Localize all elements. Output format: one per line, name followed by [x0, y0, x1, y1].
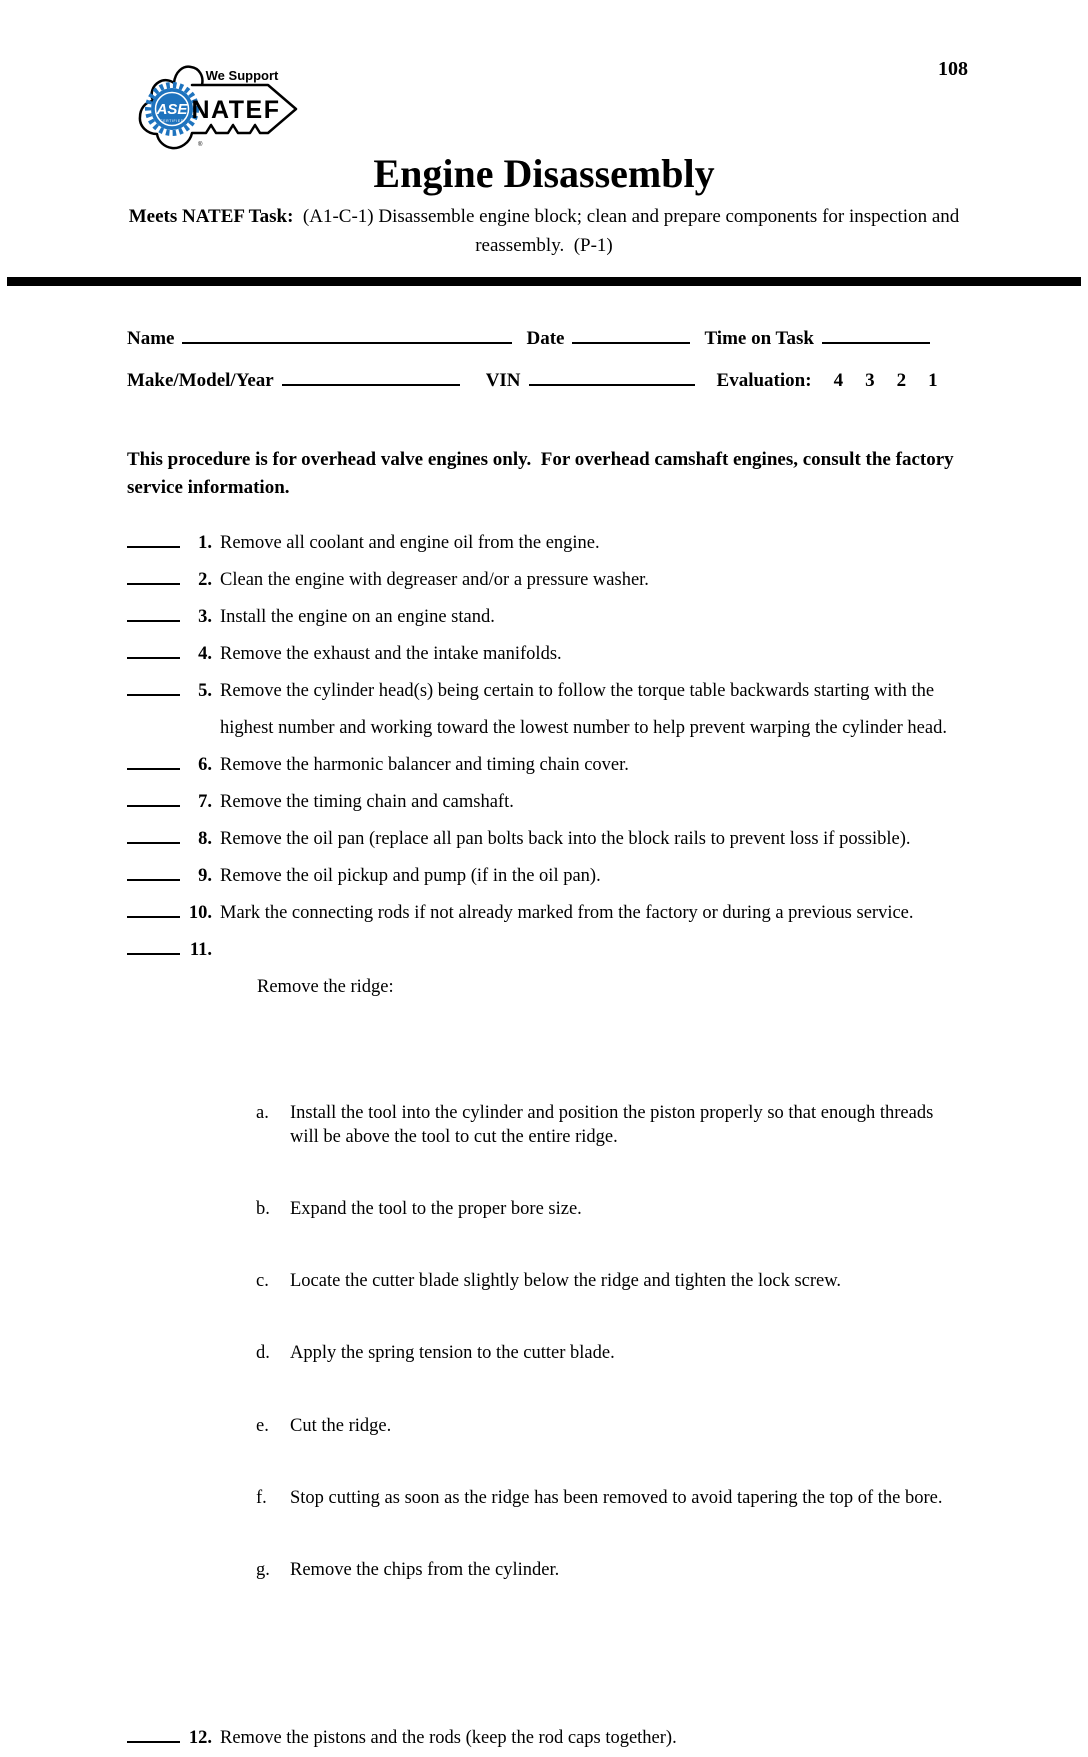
ridge-substeps — [256, 1053, 965, 1630]
step-text: Remove the timing chain and camshaft. — [220, 791, 514, 812]
substep-text: Remove the chips from the cylinder. — [290, 1559, 560, 1580]
ase-certified-text: CERTIFIED — [160, 119, 184, 123]
step-text: Mark the connecting rods if not already marked from the factory or during a previous service. — [220, 902, 914, 923]
step-text: Remove the oil pickup and pump (if in the oil pan). — [220, 865, 601, 886]
step-number: 5. — [198, 680, 212, 701]
substep-text: Locate the cutter blade slightly below the ridge and tighten the lock screw. — [290, 1271, 842, 1292]
substep-text: Apply the spring tension to the cutter blade. — [290, 1343, 615, 1364]
step-row-1 — [127, 525, 1088, 562]
substep-letter: f. — [256, 1487, 267, 1508]
checkoff-blank-line — [127, 953, 180, 955]
name-label: Name — [127, 327, 175, 349]
checkoff-blank-line — [127, 694, 180, 696]
step-number: 9. — [198, 865, 212, 886]
date-blank-line — [572, 342, 690, 344]
step-row-4 — [127, 636, 1088, 673]
substep-row-f — [256, 1486, 965, 1510]
step-text: Install the engine on an engine stand. — [220, 606, 495, 627]
step-11-lead: Remove the ridge: — [257, 976, 394, 997]
step-text: Remove the harmonic balancer and timing chain cover. — [220, 754, 629, 775]
checkoff-blank-line — [127, 842, 180, 844]
page-number: 108 — [938, 58, 968, 80]
we-support-text: We Support — [205, 68, 279, 83]
substep-letter: e. — [256, 1415, 269, 1436]
vin-label: VIN — [485, 369, 521, 391]
step-text: Remove the exhaust and the intake manifolds. — [220, 643, 562, 664]
substep-letter: c. — [256, 1271, 269, 1292]
step-text — [220, 932, 965, 1704]
substep-text: Stop cutting as soon as the ridge has been removed to avoid tapering the top of the bore. — [290, 1487, 943, 1508]
meets-task-text: (A1-C-1) Disassemble engine block; clean and prepare components for inspection and reassembly. (P-1) — [293, 206, 965, 257]
name-blank-line — [182, 342, 512, 344]
doc-title: Engine Disassembly — [373, 151, 715, 196]
step-text: Remove the cylinder head(s) being certain to follow the torque table backwards starting with the highest number and working toward the lowest number to help prevent warping the cylinder head. — [220, 680, 947, 738]
step-row-6 — [127, 747, 1088, 784]
intro-note: This procedure is for overhead valve engines only. For overhead camshaft engines, consult the factory service information. — [127, 448, 959, 499]
substep-text: Cut the ridge. — [290, 1415, 392, 1436]
step-row-5 — [127, 673, 1088, 747]
substep-row-d — [256, 1341, 965, 1365]
page-header — [0, 0, 1088, 148]
meets-task-line — [122, 202, 967, 261]
ase-text: ASE — [156, 101, 188, 118]
substep-row-a — [256, 1101, 965, 1149]
substep-text: Install the tool into the cylinder and position the piston properly so that enough threads will be above the tool to cut the entire ridge. — [290, 1102, 938, 1148]
step-row-2 — [127, 562, 1088, 599]
step-number: 7. — [198, 791, 212, 812]
substep-row-e — [256, 1414, 965, 1438]
substep-letter: b. — [256, 1199, 270, 1220]
step-row-3 — [127, 599, 1088, 636]
registered-mark: ® — [198, 142, 203, 148]
step-text: Remove the oil pan (replace all pan bolts back into the block rails to prevent loss if possible). — [220, 828, 911, 849]
natef-text: NATEF — [191, 96, 281, 124]
checkoff-blank-line — [127, 620, 180, 622]
step-text: Remove all coolant and engine oil from the engine. — [220, 532, 600, 553]
evaluation-label: Evaluation: — [716, 369, 812, 391]
checkoff-blank-line — [127, 768, 180, 770]
evaluation-score-3: 3 — [865, 369, 875, 391]
evaluation-score-4: 4 — [833, 369, 844, 391]
procedure-steps — [0, 525, 1088, 1757]
step-number: 3. — [198, 606, 212, 627]
checkoff-blank-line — [127, 1741, 180, 1743]
substep-row-g — [256, 1558, 965, 1582]
step-row-9 — [127, 858, 1088, 895]
form-row-name-date-time — [127, 328, 968, 350]
substep-letter: a. — [256, 1102, 269, 1123]
meets-task-label: Meets NATEF Task: — [128, 206, 294, 227]
divider-rule — [7, 277, 1081, 286]
step-number: 4. — [198, 643, 212, 664]
substep-letter: g. — [256, 1559, 270, 1580]
substep-letter: d. — [256, 1343, 270, 1364]
time-on-task-label: Time on Task — [704, 327, 814, 349]
checkoff-blank-line — [127, 879, 180, 881]
evaluation-score-1: 1 — [928, 369, 938, 391]
make-model-year-label: Make/Model/Year — [127, 369, 274, 391]
step-number: 2. — [198, 569, 212, 590]
substep-text: Expand the tool to the proper bore size. — [290, 1199, 582, 1220]
evaluation-score-2: 2 — [896, 369, 907, 391]
make-model-year-blank-line — [282, 384, 460, 386]
step-text: Clean the engine with degreaser and/or a pressure washer. — [220, 569, 649, 590]
substep-row-b — [256, 1197, 965, 1221]
step-row-10 — [127, 895, 1088, 932]
step-text: Remove the pistons and the rods (keep the rod caps together). — [220, 1728, 677, 1748]
step-row-7 — [127, 784, 1088, 821]
checkoff-blank-line — [127, 805, 180, 807]
natef-key-logo — [130, 55, 300, 150]
form-row-vehicle-eval — [127, 370, 968, 392]
step-number: 6. — [198, 754, 212, 775]
step-row-12 — [127, 1720, 1088, 1757]
checkoff-blank-line — [127, 546, 180, 548]
step-number: 8. — [198, 828, 212, 849]
time-on-task-blank-line — [822, 342, 930, 344]
date-label: Date — [526, 327, 565, 349]
step-number: 1. — [198, 532, 212, 553]
checkoff-blank-line — [127, 657, 180, 659]
step-row-11 — [127, 932, 1088, 1704]
step-number: 11. — [189, 939, 212, 960]
checkoff-blank-line — [127, 583, 180, 585]
substep-row-c — [256, 1269, 965, 1293]
step-row-8 — [127, 821, 1088, 858]
checkoff-blank-line — [127, 916, 180, 918]
vin-blank-line — [529, 384, 695, 386]
step-number: 12. — [188, 1728, 212, 1748]
step-number: 10. — [188, 902, 212, 923]
